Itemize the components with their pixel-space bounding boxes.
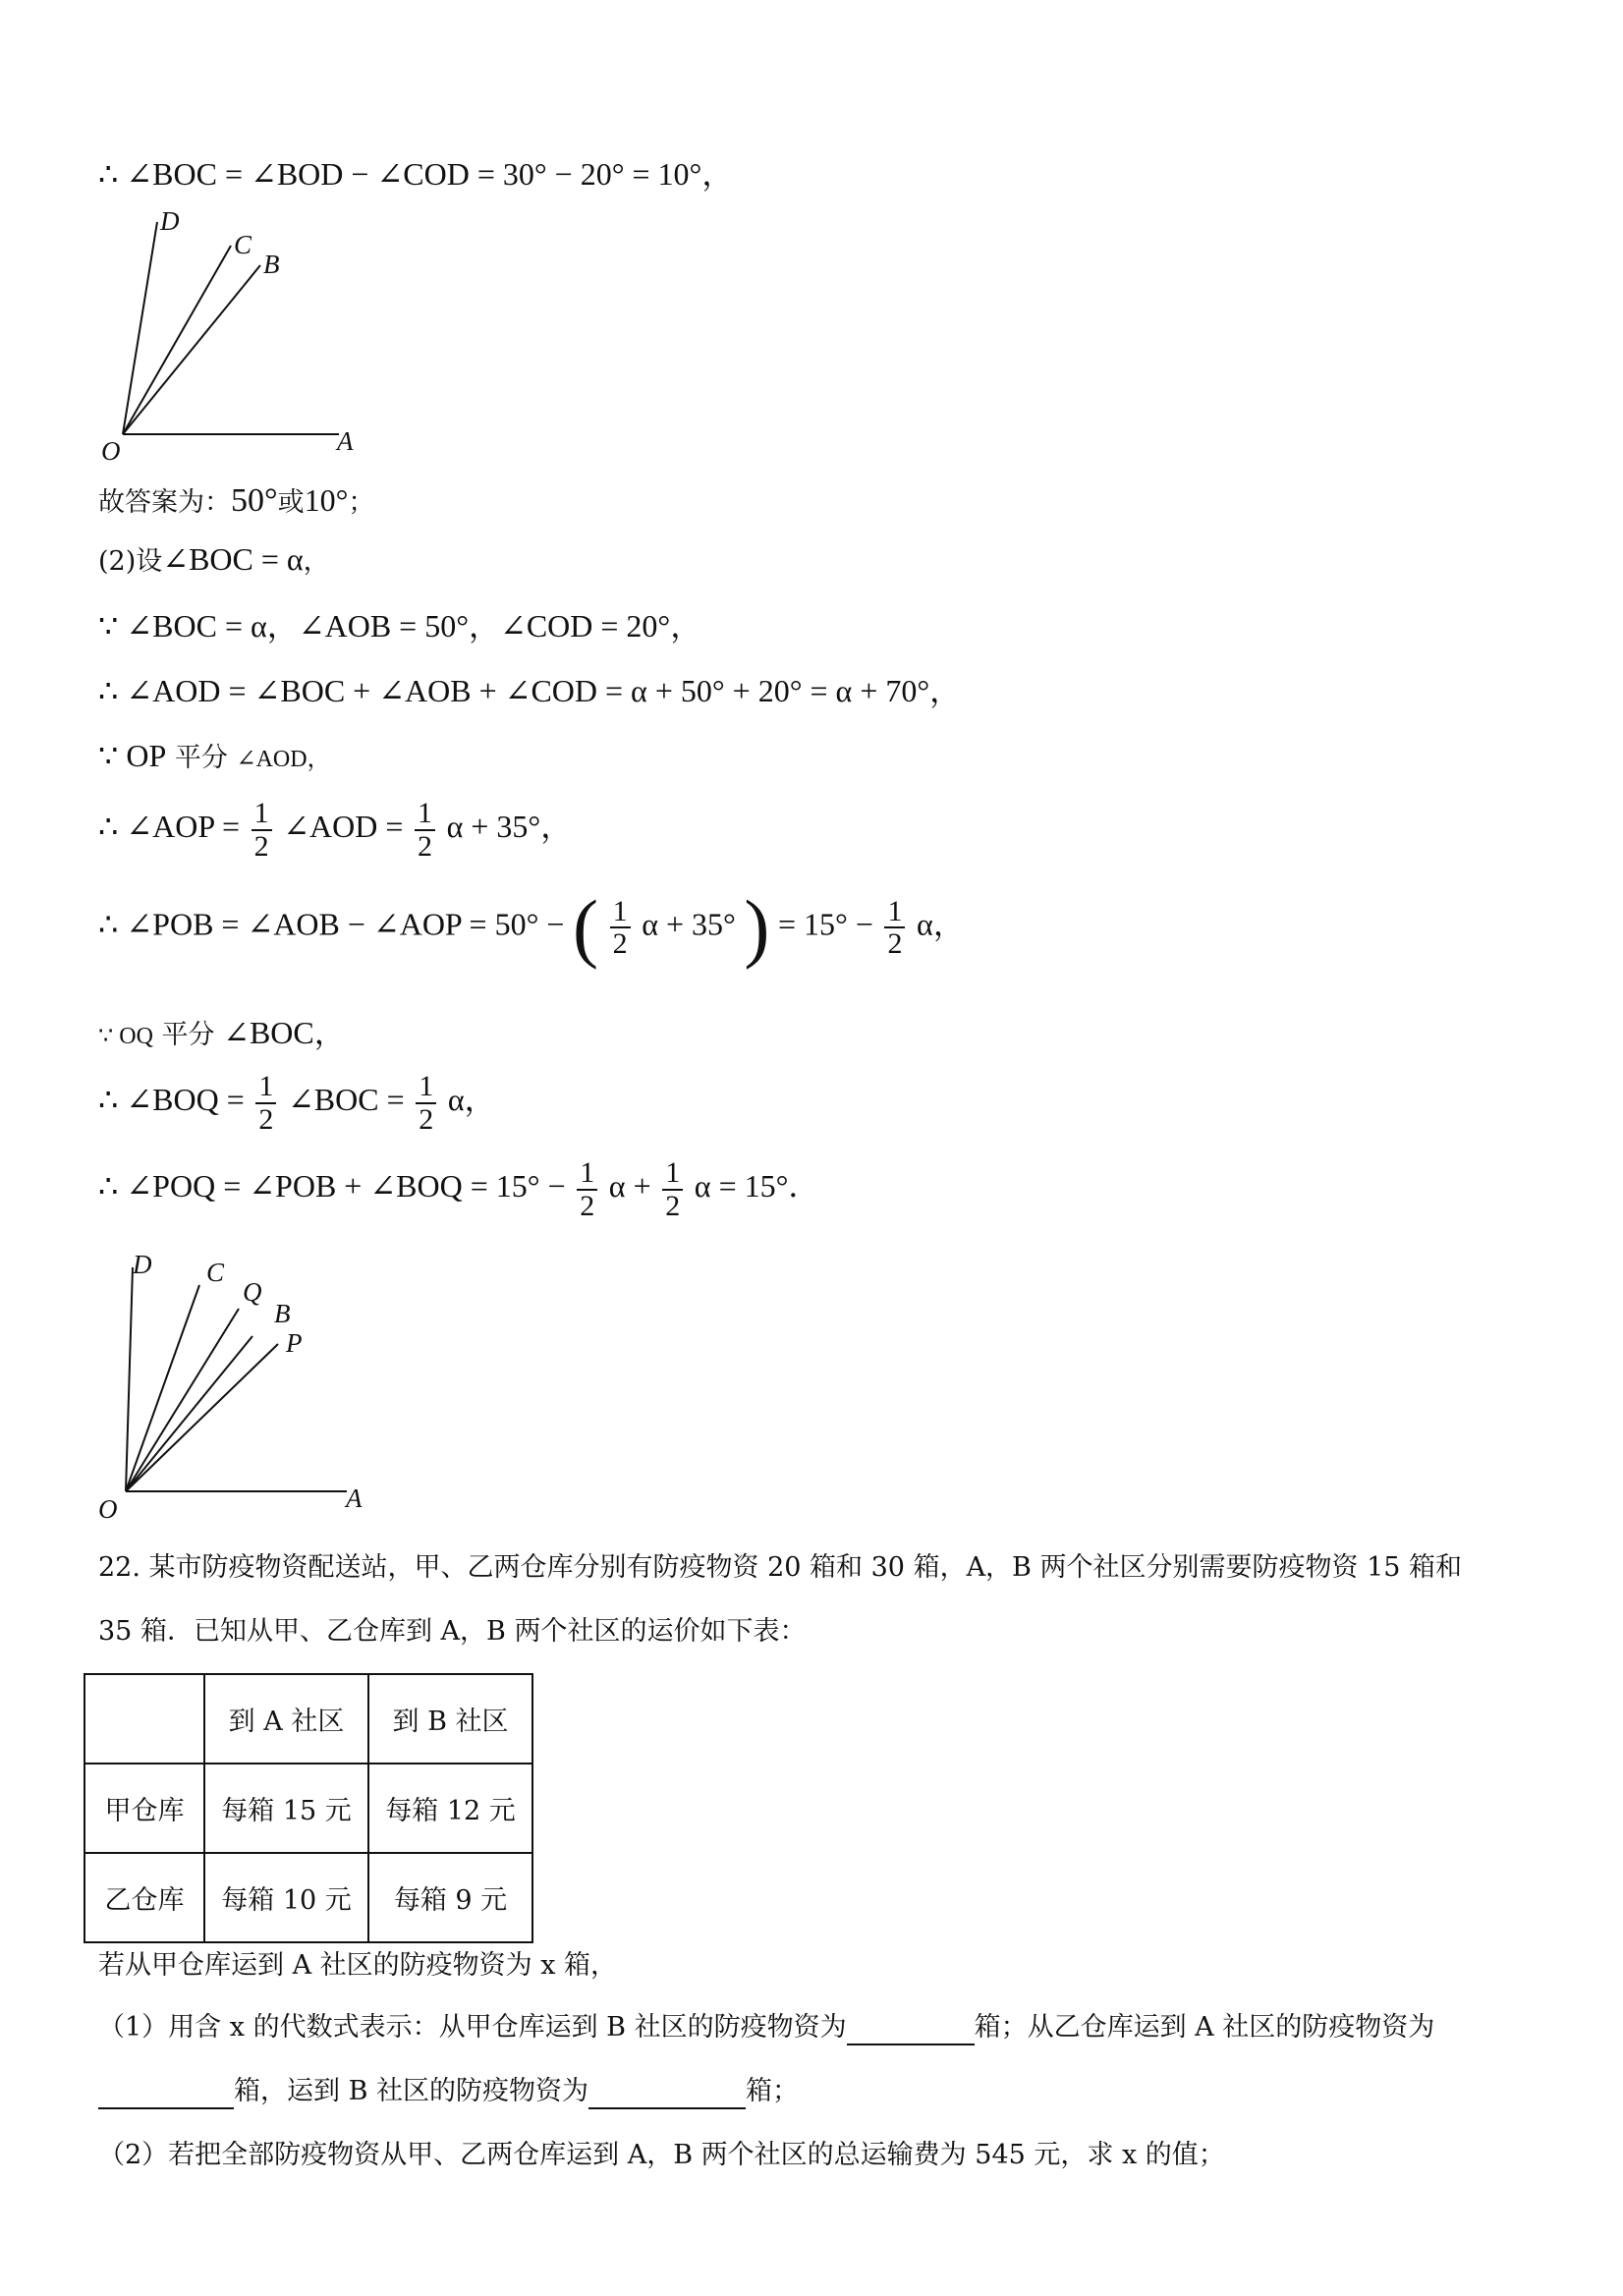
label-p: P: [286, 1328, 303, 1358]
op-bisector-line: ∵ OP 平分 ∠AOD，: [98, 738, 331, 773]
fraction-half: $\frac{1}{2}$: [255, 1071, 276, 1135]
fraction-half: $\frac{1}{2}$: [884, 896, 905, 960]
question-2: （2）若把全部防疫物资从甲、乙两仓库运到 A，B 两个社区的总运输费为 545 元，求 x 的值；: [98, 2140, 1225, 2170]
table-cell: 每箱 9 元: [368, 1853, 532, 1942]
fraction-half: $\frac{1}{2}$: [416, 1071, 436, 1135]
fraction-half: $\frac{1}{2}$: [610, 896, 631, 960]
label-a: A: [337, 426, 354, 456]
label-o: O: [98, 1494, 118, 1523]
table-cell: 每箱 10 元: [204, 1853, 368, 1942]
label-c: C: [206, 1258, 225, 1287]
label-o: O: [101, 436, 121, 462]
problem-22-line1: 22. 某市防疫物资配送站，甲、乙两仓库分别有防疫物资 20 箱和 30 箱，A，B 两个社区分别需要防疫物资 15 箱和: [98, 1552, 1463, 1583]
part2-intro: (2)设∠BOC = α，: [98, 541, 330, 577]
table-cell: 每箱 12 元: [368, 1764, 532, 1853]
table-header-row: [84, 1674, 532, 1764]
table-row: [84, 1853, 532, 1942]
table-header-cell: 到 A 社区: [204, 1674, 368, 1764]
fraction-half: $\frac{1}{2}$: [662, 1157, 683, 1221]
table-cell: 甲仓库: [84, 1764, 204, 1853]
problem-22-line2: 35 箱．已知从甲、乙仓库到 A，B 两个社区的运价如下表：: [98, 1616, 807, 1647]
poq-line: ∴ ∠POQ = ∠POB + ∠BOQ = 15° − $\frac{1}{2}$ α + $\frac{1}{2}$ α = 15°．: [98, 1156, 820, 1222]
oq-bisector-line: ∵ OQ 平分 ∠BOC，: [98, 1015, 346, 1050]
label-d: D: [160, 206, 180, 236]
label-d: D: [133, 1250, 152, 1279]
angle-figure-2: [93, 1248, 388, 1523]
aop-line: ∴ ∠AOP = $\frac{1}{2}$ ∠AOD = $\frac{1}{2}$ α + 35°，: [98, 797, 573, 863]
shipping-cost-table: [84, 1673, 533, 1943]
angle-figure-1: [88, 206, 383, 462]
table-header-cell: [84, 1674, 204, 1764]
answer-blank[interactable]: [98, 2076, 234, 2109]
label-b: B: [274, 1299, 291, 1328]
pob-line: ∴ ∠POB = ∠AOB − ∠AOP = 50° − ( $\frac{1}{2}$ α + 35° ) = 15° − $\frac{1}{2}$ α，: [98, 884, 965, 970]
solution-line-boc: ∴ ∠BOC = ∠BOD − ∠COD = 30° − 20° = 10°，: [98, 156, 734, 192]
label-b: B: [263, 250, 280, 279]
fraction-half: $\frac{1}{2}$: [252, 798, 272, 862]
fraction-half: $\frac{1}{2}$: [415, 798, 435, 862]
label-c: C: [234, 230, 252, 259]
question-1-line1: （1）用含 x 的代数式表示：从甲仓库运到 B 社区的防疫物资为 箱；从乙仓库运到 A 社区的防疫物资为: [98, 2012, 1434, 2045]
table-row: [84, 1764, 532, 1853]
table-cell: 每箱 15 元: [204, 1764, 368, 1853]
boq-line: ∴ ∠BOQ = $\frac{1}{2}$ ∠BOC = $\frac{1}{2}$ α，: [98, 1070, 496, 1136]
question-1-line2: 箱，运到 B 社区的防疫物资为 箱；: [98, 2076, 799, 2109]
fraction-half: $\frac{1}{2}$: [577, 1157, 597, 1221]
problem-22-given: 若从甲仓库运到 A 社区的防疫物资为 x 箱，: [98, 1950, 618, 1981]
table-cell: 乙仓库: [84, 1853, 204, 1942]
given-angles-line: ∵ ∠BOC = α，∠AOB = 50°，∠COD = 20°，: [98, 608, 702, 644]
label-a: A: [346, 1484, 363, 1513]
answer-blank[interactable]: [588, 2076, 746, 2109]
answer-line: 故答案为：50°或10°；: [98, 482, 375, 519]
table-header-cell: 到 B 社区: [368, 1674, 532, 1764]
label-q: Q: [243, 1277, 262, 1307]
aod-line: ∴ ∠AOD = ∠BOC + ∠AOB + ∠COD = α + 50° + 20° = α + 70°，: [98, 673, 962, 708]
answer-blank[interactable]: [847, 2012, 975, 2045]
